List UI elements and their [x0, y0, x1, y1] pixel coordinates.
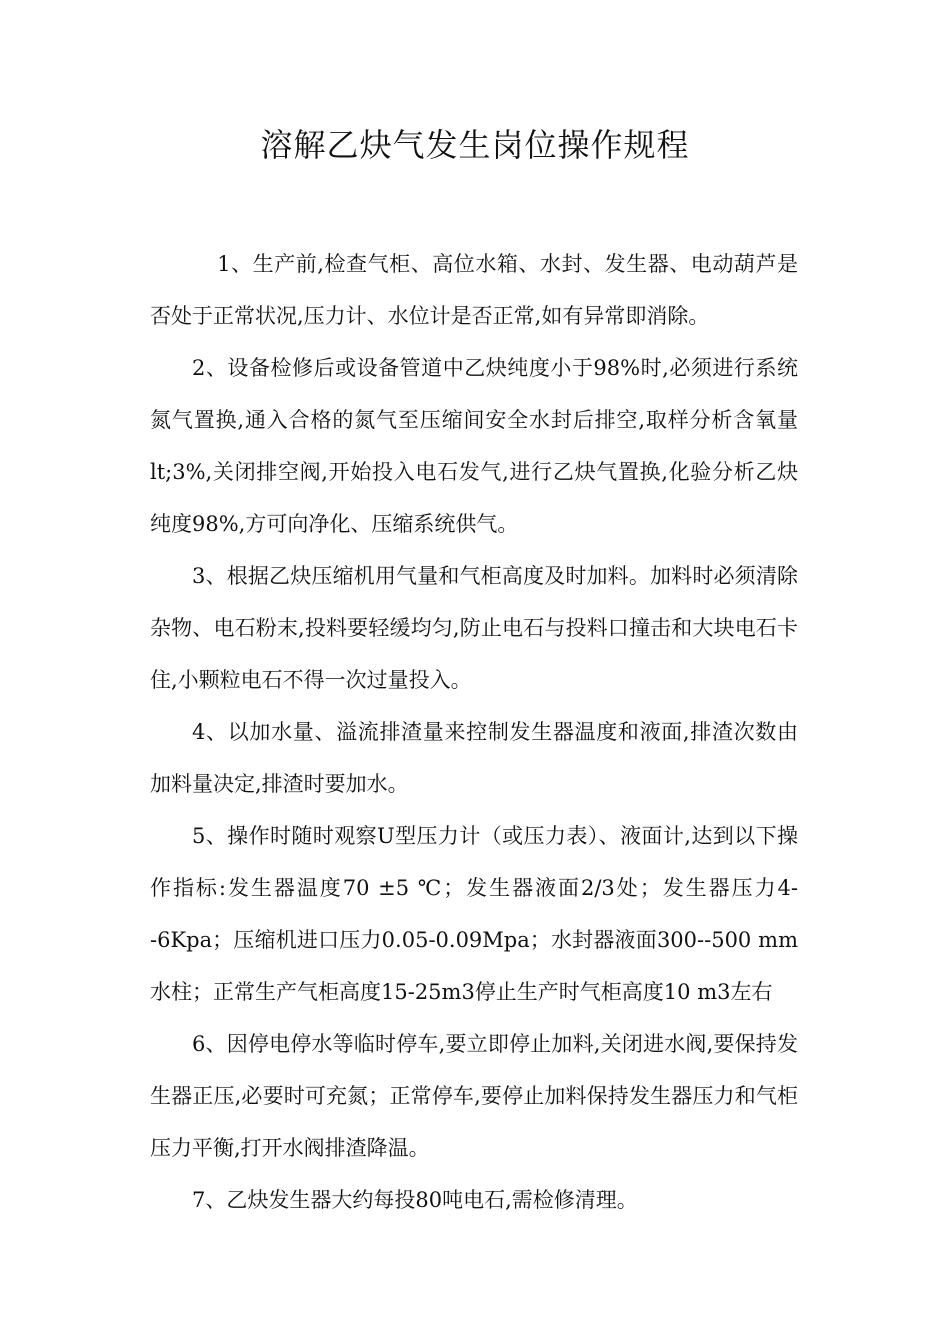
document-title: 溶解乙炔气发生岗位操作规程 — [260, 126, 690, 164]
paragraph-4: 4、以加水量、溢流排渣量来控制发生器温度和液面,排渣次数由加料量决定,排渣时要加水。 — [150, 720, 798, 796]
paragraph-5: 5、操作时随时观察U型压力计（或压力表）、液面计,达到以下操作指标:发生器温度70 ±5 ℃；发生器液面2/3处；发生器压力4--6Kpa；压缩机进口压力0.05-0.09Mpa；水封器液面300--500 mm水柱；正常生产气柜高度15-25m3停止生产时气柜高度10 m3左右 — [150, 824, 798, 1004]
document-body — [150, 238, 798, 1226]
paragraph-1: 1、生产前,检查气柜、高位水箱、水封、发生器、电动葫芦是否处于正常状况,压力计、水位计是否正常,如有异常即消除。 — [150, 252, 798, 328]
paragraph-2: 2、设备检修后或设备管道中乙炔纯度小于98%时,必须进行系统氮气置换,通入合格的氮气至压缩间安全水封后排空,取样分析含氧量lt;3%,关闭排空阀,开始投入电石发气,进行乙炔气置换,化验分析乙炔纯度98%,方可向净化、压缩系统供气。 — [150, 356, 798, 536]
paragraph-7: 7、乙炔发生器大约每投80吨电石,需检修清理。 — [192, 1188, 638, 1212]
paragraph-6: 6、因停电停水等临时停车,要立即停止加料,关闭进水阀,要保持发生器正压,必要时可充氮；正常停车,要停止加料保持发生器压力和气柜压力平衡,打开水阀排渣降温。 — [150, 1032, 798, 1160]
paragraph-3: 3、根据乙炔压缩机用气量和气柜高度及时加料。加料时必须清除杂物、电石粉末,投料要轻缓均匀,防止电石与投料口撞击和大块电石卡住,小颗粒电石不得一次过量投入。 — [150, 564, 798, 692]
